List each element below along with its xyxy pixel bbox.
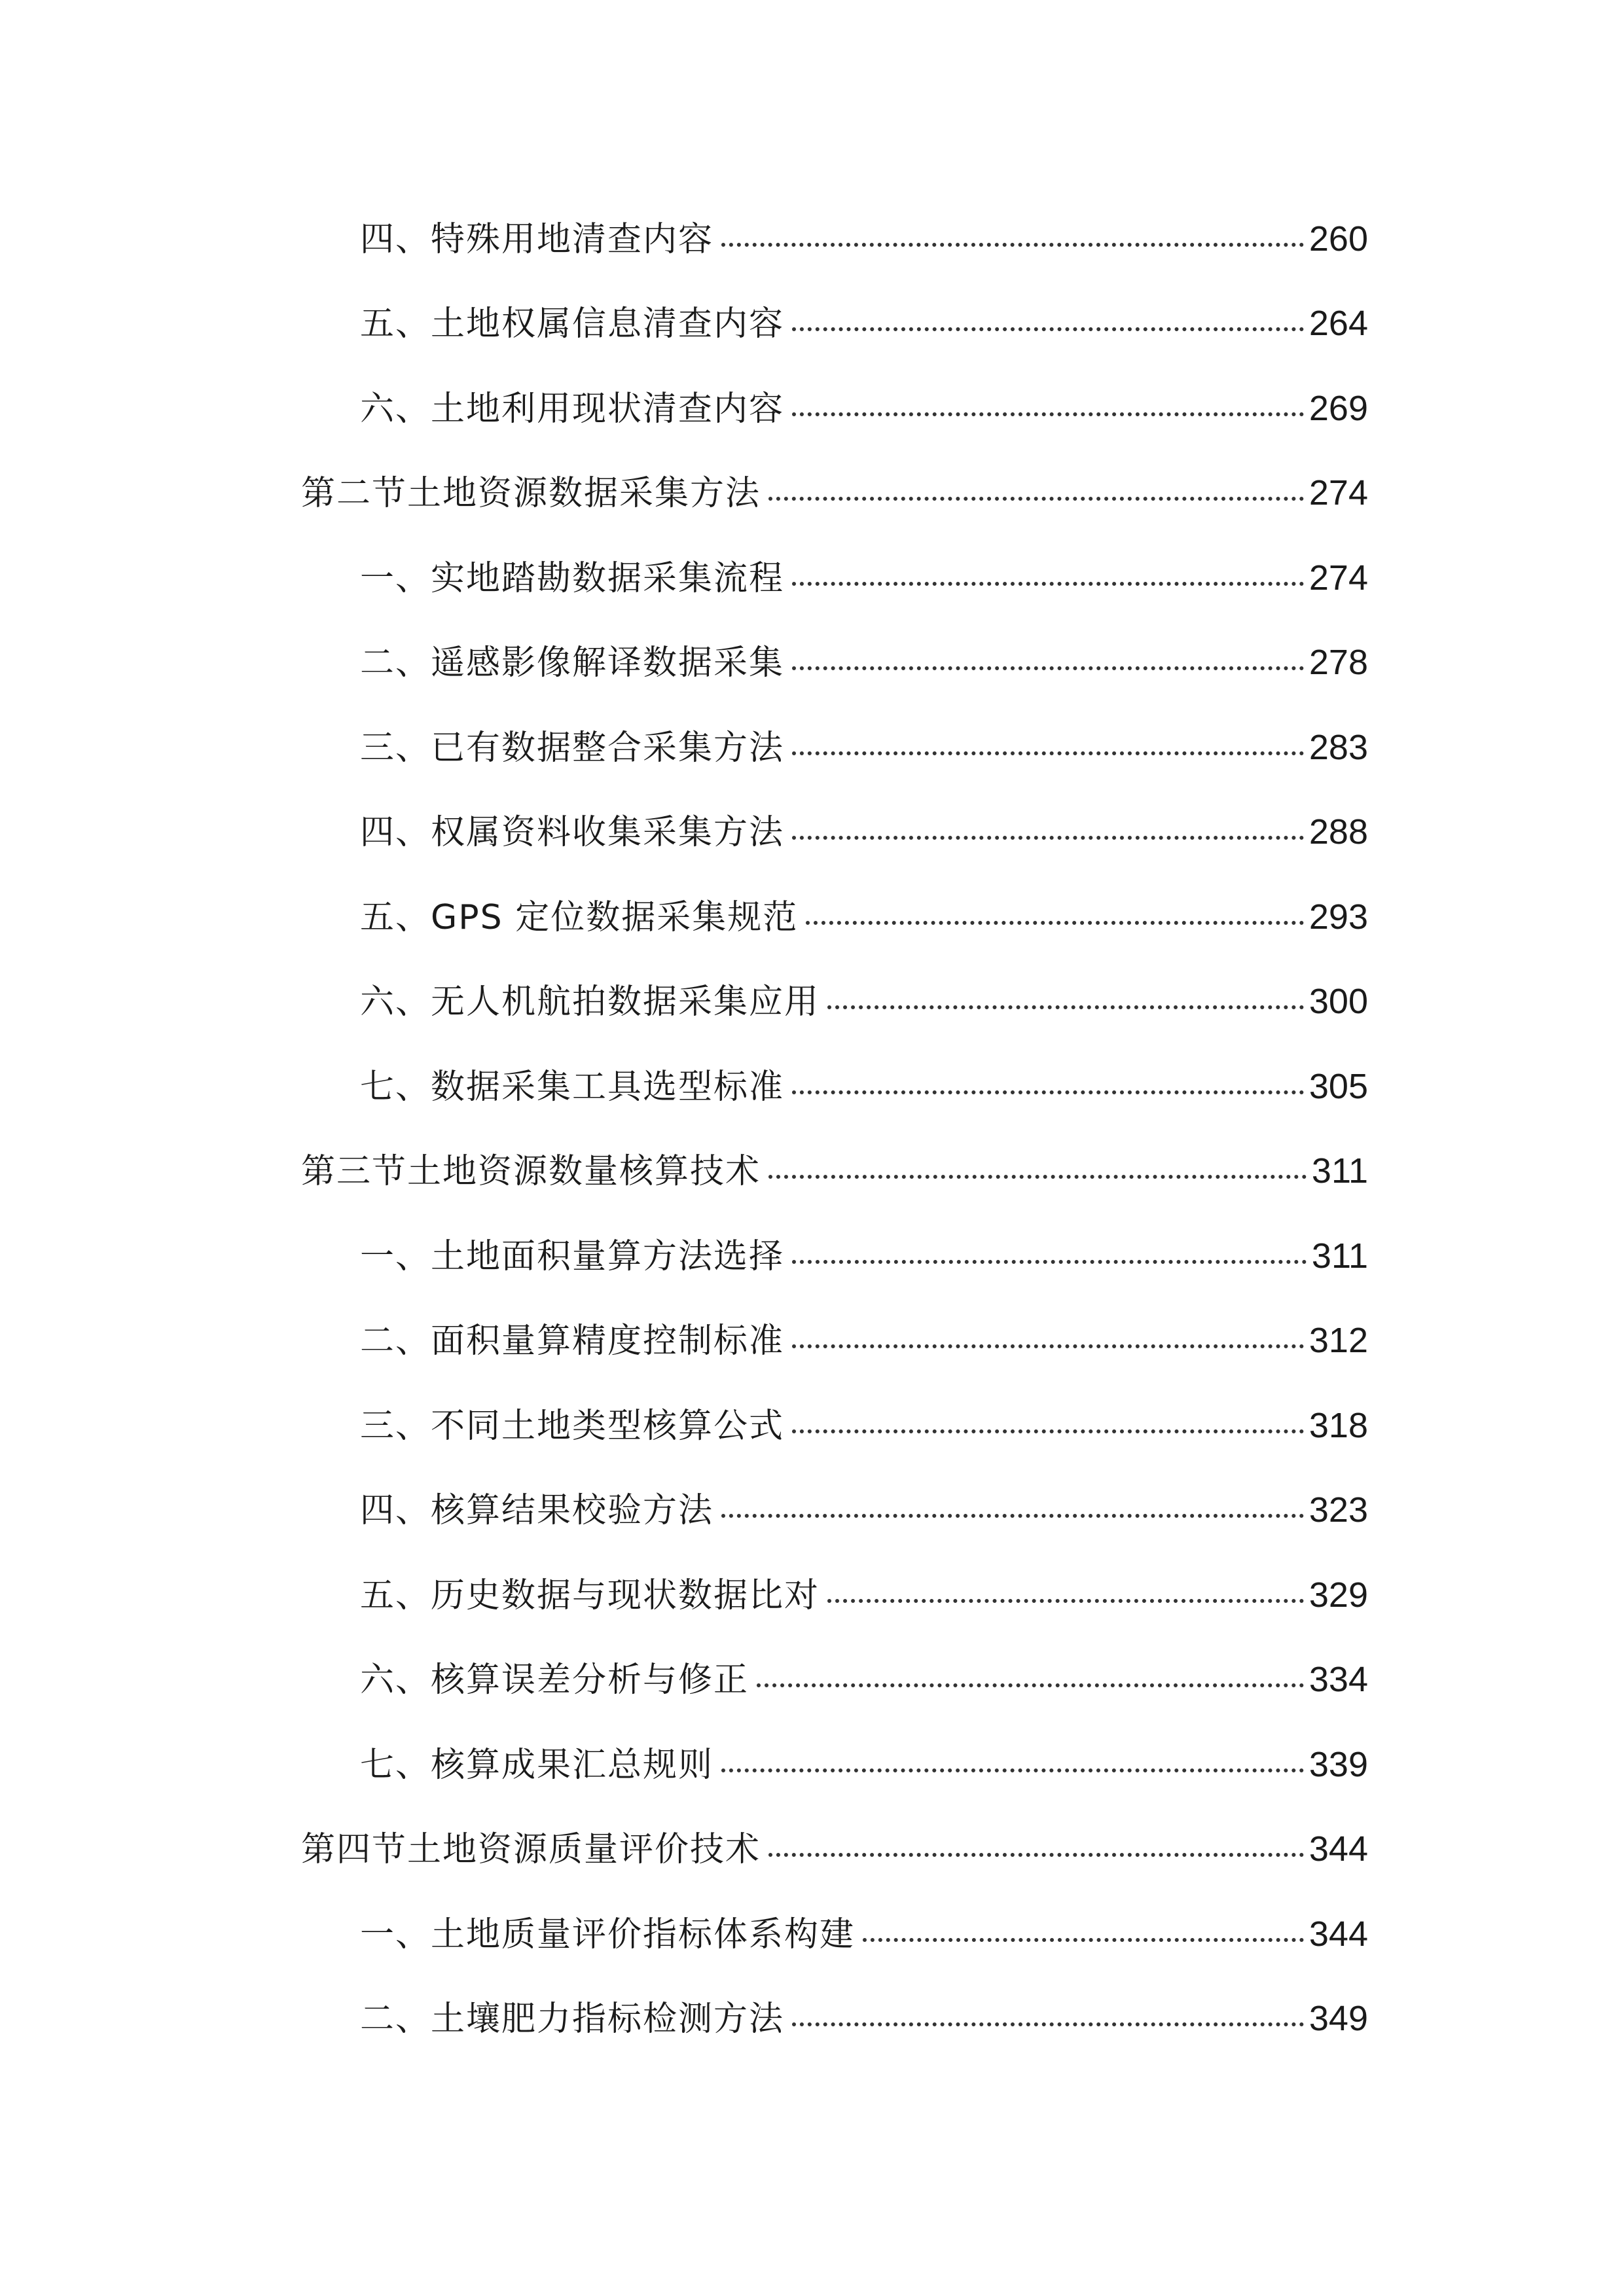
toc-entry-title: 三、已有数据整合采集方法 (360, 728, 785, 768)
toc-dot-leader (792, 751, 1304, 755)
toc-entry-title: 二、土壤肥力指标检测方法 (360, 2000, 785, 2039)
toc-dot-leader (792, 1090, 1304, 1094)
toc-entry[interactable] (0, 1383, 1624, 1468)
toc-entry[interactable] (0, 960, 1624, 1045)
toc-entry-title: 六、土地利用现状清查内容 (360, 389, 785, 429)
toc-entry-page: 344 (1308, 1914, 1368, 1954)
toc-entry-page: 274 (1308, 473, 1368, 513)
toc-entry-page: 293 (1308, 897, 1368, 937)
toc-entry[interactable] (0, 1722, 1624, 1807)
toc-entry[interactable] (0, 1299, 1624, 1384)
toc-entry-title: 二、面积量算精度控制标准 (360, 1321, 785, 1361)
toc-entry-title: 二、遥感影像解译数据采集 (360, 643, 785, 683)
toc-entry[interactable] (0, 1638, 1624, 1723)
table-of-contents (0, 196, 1624, 2061)
toc-entry-title: 一、实地踏勘数据采集流程 (360, 558, 785, 598)
toc-entry-title: 五、GPS 定位数据采集规范 (360, 897, 799, 937)
toc-dot-leader (863, 1938, 1304, 1942)
toc-dot-leader (768, 497, 1304, 501)
toc-dot-leader (827, 1005, 1304, 1009)
toc-entry-title: 三、不同土地类型核算公式 (360, 1406, 785, 1446)
toc-dot-leader (792, 412, 1304, 416)
toc-entry-title: 五、历史数据与现状数据比对 (360, 1575, 820, 1615)
toc-entry[interactable] (0, 1552, 1624, 1638)
toc-entry[interactable] (0, 705, 1624, 790)
toc-entry-page: 288 (1308, 812, 1368, 852)
toc-entry-page: 349 (1308, 1999, 1368, 2039)
toc-dot-leader (721, 1768, 1304, 1772)
toc-entry[interactable] (0, 1213, 1624, 1299)
toc-entry-page: 323 (1308, 1490, 1368, 1530)
toc-entry-title: 六、无人机航拍数据采集应用 (360, 982, 820, 1022)
toc-entry-page: 329 (1308, 1575, 1368, 1615)
toc-dot-leader (792, 1260, 1307, 1264)
toc-dot-leader (721, 243, 1304, 247)
toc-section-entry[interactable] (0, 1807, 1624, 1892)
toc-section-entry[interactable] (0, 451, 1624, 536)
toc-entry[interactable] (0, 1892, 1624, 1977)
toc-entry-page: 300 (1308, 982, 1368, 1022)
toc-entry[interactable] (0, 281, 1624, 367)
toc-entry-title: 七、数据采集工具选型标准 (360, 1067, 785, 1107)
toc-dot-leader (792, 2022, 1304, 2026)
toc-dot-leader (768, 1175, 1307, 1179)
toc-dot-leader (792, 1429, 1304, 1433)
toc-entry-title: 第二节土地资源数据采集方法 (301, 474, 761, 514)
toc-entry[interactable] (0, 535, 1624, 620)
toc-entry-page: 312 (1308, 1321, 1368, 1361)
toc-entry[interactable] (0, 196, 1624, 281)
toc-dot-leader (827, 1599, 1304, 1603)
toc-entry-page: 344 (1308, 1829, 1368, 1869)
toc-entry-title: 一、土地面积量算方法选择 (360, 1236, 785, 1276)
toc-entry-title: 四、权属资料收集采集方法 (360, 813, 785, 853)
toc-entry[interactable] (0, 1468, 1624, 1553)
toc-entry-title: 六、核算误差分析与修正 (360, 1660, 749, 1700)
toc-dot-leader (792, 1344, 1304, 1348)
toc-entry-page: 339 (1308, 1744, 1368, 1784)
toc-entry-page: 311 (1311, 1236, 1368, 1276)
toc-dot-leader (721, 1514, 1304, 1518)
toc-section-entry[interactable] (0, 1129, 1624, 1214)
toc-entry[interactable] (0, 874, 1624, 960)
toc-entry[interactable] (0, 620, 1624, 706)
toc-entry-title: 五、土地权属信息清查内容 (360, 304, 785, 344)
toc-entry-page: 264 (1308, 304, 1368, 344)
toc-dot-leader (792, 327, 1304, 331)
toc-entry-page: 311 (1311, 1151, 1368, 1191)
toc-dot-leader (768, 1853, 1304, 1857)
toc-entry-title: 四、核算结果校验方法 (360, 1491, 714, 1531)
toc-dot-leader (792, 836, 1304, 840)
toc-dot-leader (792, 582, 1304, 586)
toc-dot-leader (757, 1683, 1304, 1687)
toc-entry[interactable] (0, 790, 1624, 875)
toc-entry-page: 283 (1308, 727, 1368, 767)
toc-entry[interactable] (0, 1044, 1624, 1129)
toc-entry-page: 274 (1308, 558, 1368, 598)
toc-entry-page: 305 (1308, 1066, 1368, 1106)
toc-entry-title: 一、土地质量评价指标体系构建 (360, 1914, 856, 1954)
toc-entry-page: 318 (1308, 1405, 1368, 1445)
toc-entry-page: 334 (1308, 1660, 1368, 1700)
toc-entry[interactable] (0, 366, 1624, 451)
toc-entry-page: 278 (1308, 643, 1368, 683)
toc-entry-title: 四、特殊用地清查内容 (360, 219, 714, 259)
toc-entry-page: 260 (1308, 219, 1368, 259)
toc-entry[interactable] (0, 1977, 1624, 2062)
toc-dot-leader (806, 921, 1304, 925)
toc-entry-page: 269 (1308, 388, 1368, 428)
toc-entry-title: 第三节土地资源数量核算技术 (301, 1152, 761, 1192)
toc-dot-leader (792, 666, 1304, 670)
toc-entry-title: 第四节土地资源质量评价技术 (301, 1830, 761, 1870)
toc-entry-title: 七、核算成果汇总规则 (360, 1745, 714, 1785)
